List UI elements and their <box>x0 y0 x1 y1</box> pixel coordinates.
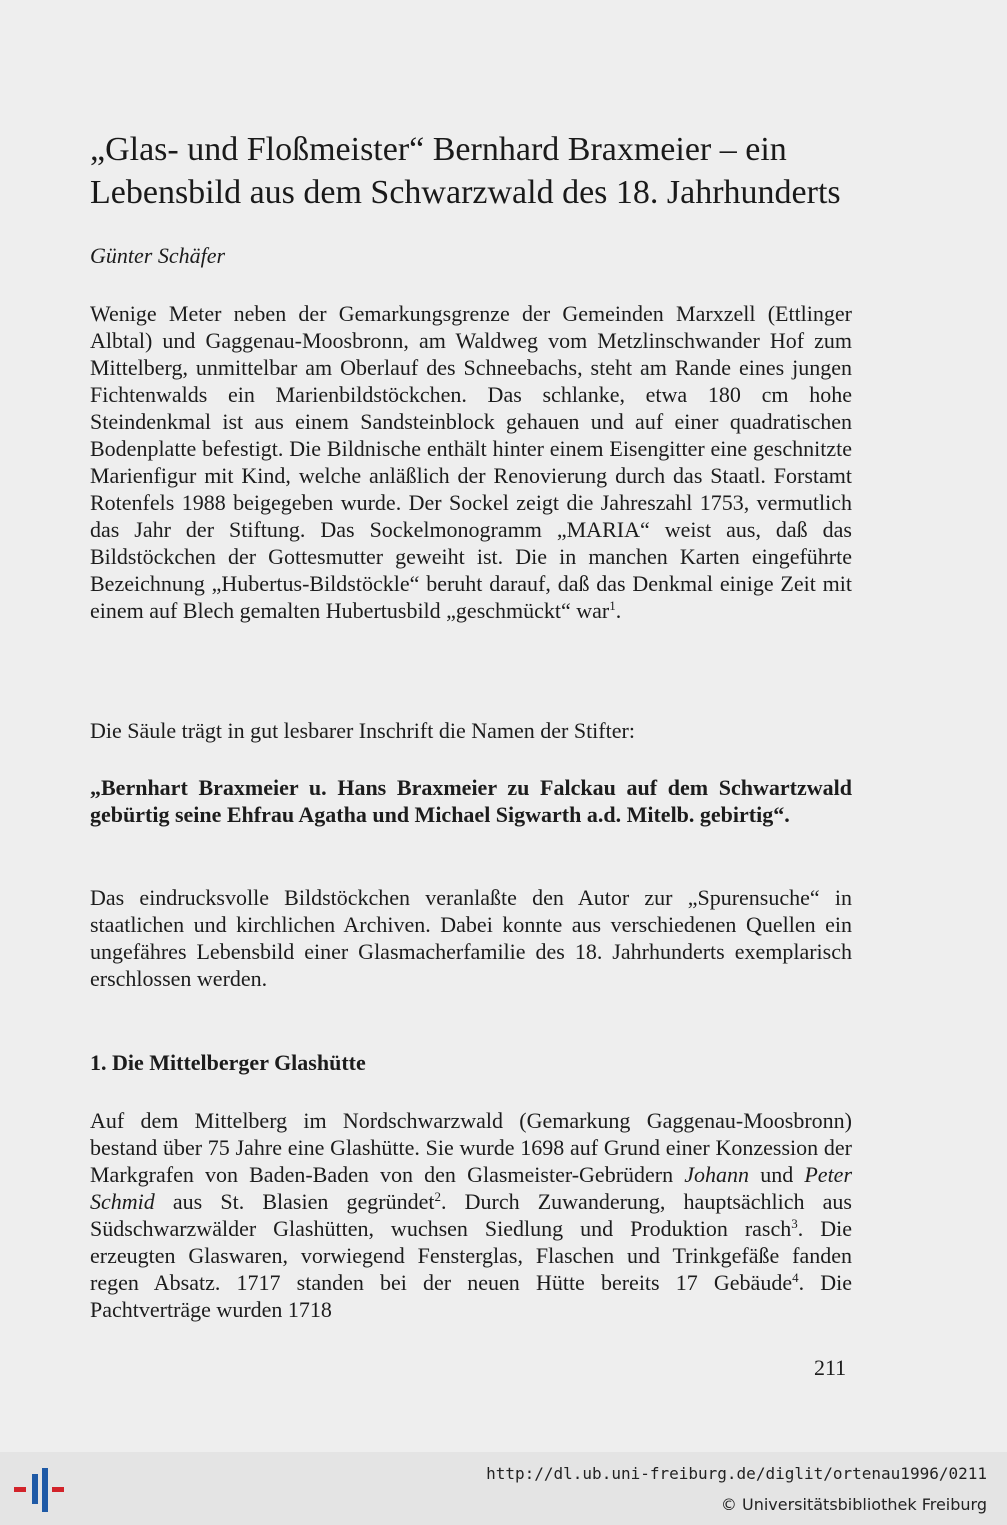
article-title-line-1: „Glas- und Floßmeister“ Bernhard Braxmeier – ein <box>90 131 787 168</box>
paragraph-intro-text: Wenige Meter neben der Gemarkungsgrenze der Gemeinden Marxzell (Ettlinger Albtal) und Gaggenau-Moosbronn, am Waldweg vom Metzlinschwander Hof zum Mittelberg, unmittelbar am Oberlauf des Schneebachs, steht am Rande eines jungen Fichtenwalds ein Marienbildstöckchen. Das schlanke, etwa 180 cm hohe Steindenkmal ist aus einem Sandsteinblock gehauen und auf einer quadratischen Bodenplatte befestigt. Die Bildnische enthält hinter einem Eisengitter eine geschnitzte Marienfigur mit Kind, welche anläßlich der Renovierung durch das Staatl. Forstamt Rotenfels 1988 beigegeben wurde. Der Sockel zeigt die Jahreszahl 1753, vermutlich das Jahr der Stiftung. Das Sockelmonogramm „MARIA“ weist aus, daß das Bildstöckchen der Gottesmutter geweiht ist. Die in manchen Karten eingeführte Bezeichnung „Hubertus-Bildstöckle“ beruht darauf, daß das Denkmal einige Zeit mit einem auf Blech gemalten Hubertusbild „geschmückt“ war <box>90 301 852 623</box>
article-author: Günter Schäfer <box>90 243 226 268</box>
copyright-notice: © Universitätsbibliothek Freiburg <box>720 1495 987 1514</box>
paragraph-inscription-intro: Die Säule trägt in gut lesbarer Inschrift die Namen der Stifter: <box>90 718 635 743</box>
paragraph-intro-end: . <box>615 598 622 623</box>
page-number: 211 <box>814 1355 847 1380</box>
person-name-johann: Johann <box>684 1162 750 1187</box>
footnote-ref-3[interactable]: 3 <box>791 1216 798 1232</box>
ub-freiburg-logo-icon[interactable] <box>12 1466 64 1514</box>
article-title-line-2: Lebensbild aus dem Schwarzwald des 18. Jahrhunderts <box>90 174 841 211</box>
paragraph-glashuette-part-a: Auf dem Mittelberg im Nordschwarzwald (Gemarkung Gaggenau-Moosbronn) bestand über 75 Jahre eine Glashütte. Sie wurde 1698 auf Grund einer Konzession der Markgrafen von Baden-Baden von den Glasmeister-Gebrüdern <box>90 1108 852 1187</box>
paragraph-glashuette-part-b: und <box>749 1162 805 1187</box>
paragraph-glashuette-part-c: aus St. Blasien gegründet <box>154 1189 435 1214</box>
inscription-quote: „Bernhart Braxmeier u. Hans Braxmeier zu Falckau auf dem Schwartzwald gebürtig seine Ehfrau Agatha und Michael Sigwarth a.d. Mitelb. gebirtig“. <box>90 775 852 827</box>
paragraph-research: Das eindrucksvolle Bildstöckchen veranlaßte den Autor zur „Spurensuche“ in staatlichen und kirchlichen Archiven. Dabei konnte aus verschiedenen Quellen ein ungefähres Lebensbild einer Glasmacherfamilie des 18. Jahrhunderts exemplarisch erschlossen werden. <box>90 885 852 991</box>
paragraph-glashuette <box>90 1107 852 1323</box>
paragraph-glashuette-part-f: . Die Pachtverträge wurden 1718 <box>90 1270 853 1322</box>
person-name-peter-schmid: Peter Schmid <box>90 1162 853 1214</box>
article-title <box>90 128 870 214</box>
footnote-ref-2[interactable]: 2 <box>434 1189 441 1205</box>
paragraph-glashuette-part-e: . Die erzeugten Glaswaren, vorwiegend Fensterglas, Flaschen und Trinkgefäße fanden regen Absatz. 1717 standen bei der neuen Hütte bereits 17 Gebäude <box>90 1216 852 1295</box>
permalink-url[interactable]: http://dl.ub.uni-freiburg.de/diglit/ortenau1996/0211 <box>486 1464 987 1483</box>
section-heading-1: 1. Die Mittelberger Glashütte <box>90 1050 366 1075</box>
paragraph-glashuette-part-d: . Durch Zuwanderung, hauptsächlich aus Südschwarzwälder Glashütten, wuchsen Siedlung und Produktion rasch <box>90 1189 852 1241</box>
footnote-ref-4[interactable]: 4 <box>792 1270 799 1286</box>
viewer-footer <box>0 1452 1007 1525</box>
paragraph-intro <box>90 300 852 624</box>
footnote-ref-1[interactable]: 1 <box>609 598 616 614</box>
